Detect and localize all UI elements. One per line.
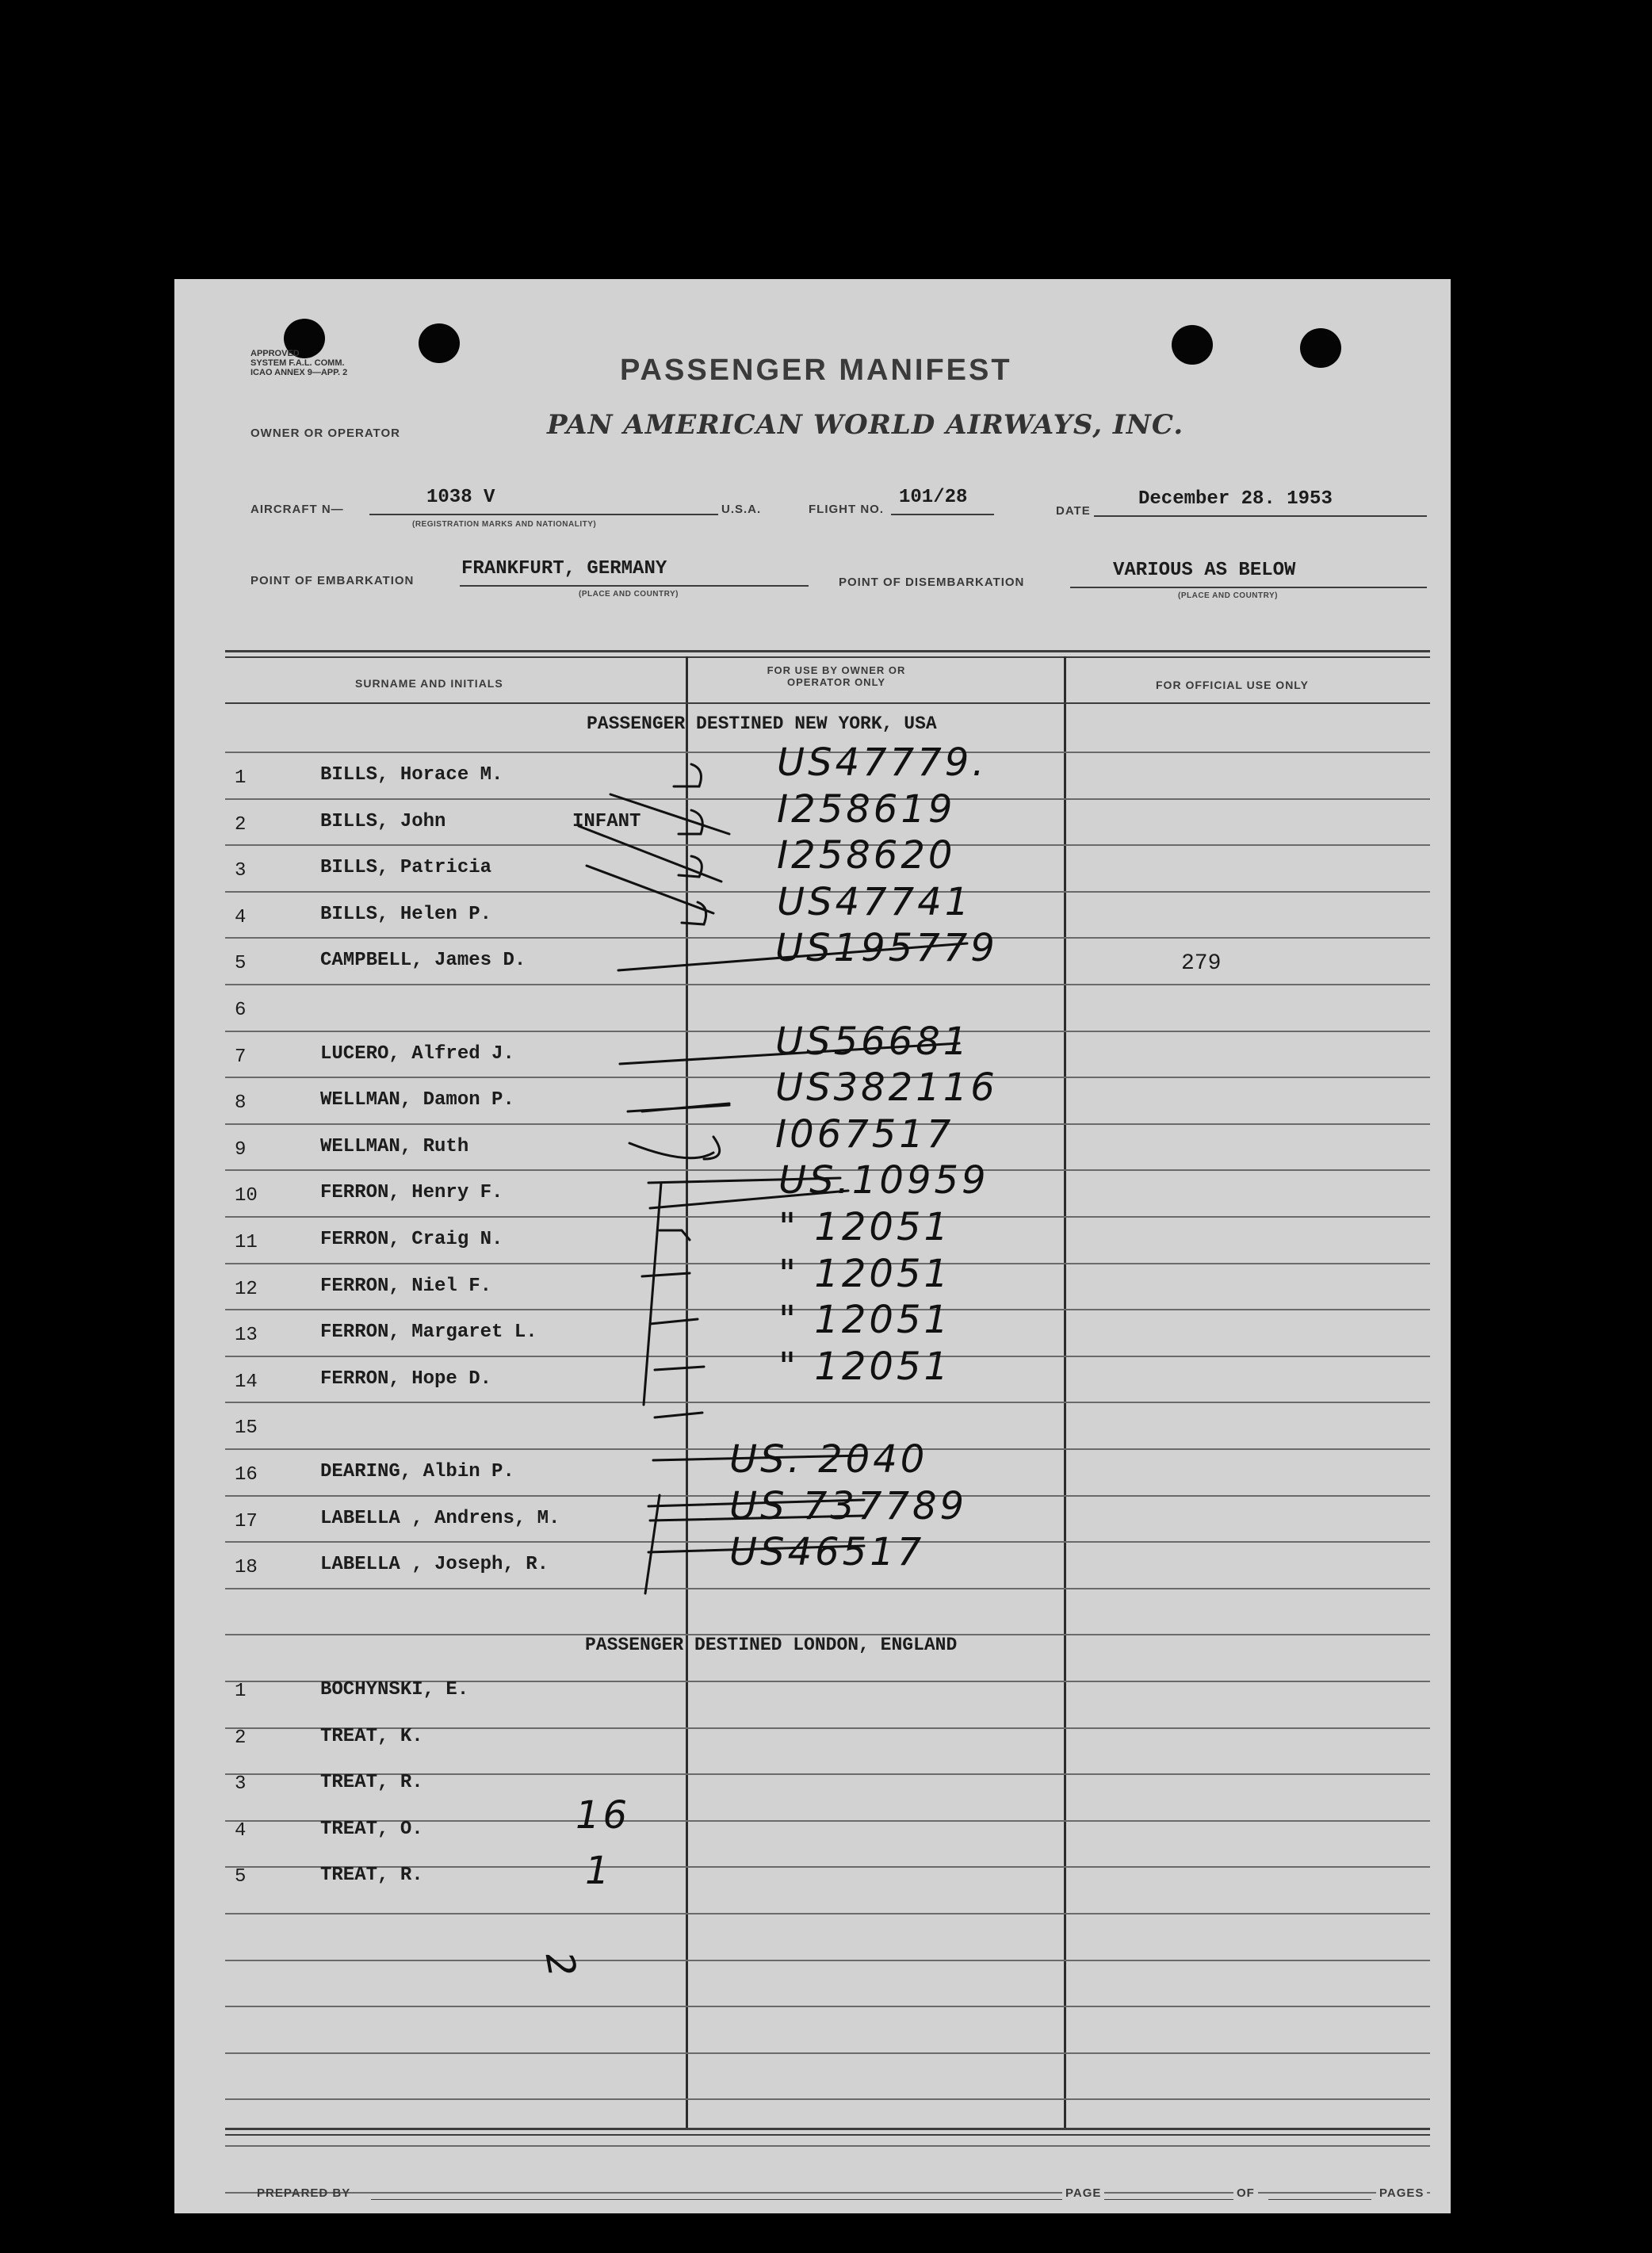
document-number: US47779.	[777, 740, 988, 785]
passenger-name: DEARING, Albin P.	[320, 1461, 514, 1482]
page-title: PASSENGER MANIFEST	[620, 354, 1012, 387]
passenger-name: BILLS, Horace M.	[320, 764, 503, 786]
row-number: 17	[235, 1511, 258, 1532]
passenger-name: TREAT, R.	[320, 1865, 423, 1886]
section-heading-london: PASSENGER DESTINED LONDON, ENGLAND	[585, 1635, 958, 1655]
of-label: OF	[1233, 2186, 1258, 2200]
usa-label: U.S.A.	[721, 503, 762, 516]
passenger-name: WELLMAN, Damon P.	[320, 1089, 514, 1111]
row-number: 5	[235, 953, 247, 974]
passenger-name: BILLS, Patricia	[320, 857, 492, 878]
row-number: 9	[235, 1139, 247, 1161]
row-number: 6	[235, 1000, 247, 1021]
document-number: US46517	[729, 1530, 925, 1574]
owner-value: PAN AMERICAN WORLD AIRWAYS, INC.	[547, 409, 1184, 441]
aircraft-sub: (REGISTRATION MARKS AND NATIONALITY)	[412, 520, 597, 529]
passenger-name: FERRON, Hope D.	[320, 1368, 492, 1390]
document-number: US47741	[777, 880, 973, 924]
row-number: 10	[235, 1185, 258, 1207]
document-number: I258619	[777, 787, 956, 832]
passenger-name: TREAT, K.	[320, 1726, 423, 1747]
document-number: US382116	[775, 1065, 998, 1110]
passenger-name: CAMPBELL, James D.	[320, 950, 526, 971]
document-number: US.10959	[778, 1158, 989, 1203]
passenger-name: FERRON, Craig N.	[320, 1229, 503, 1250]
document-number: US56681	[775, 1019, 971, 1064]
document-number: " 12051	[778, 1345, 952, 1389]
row-number: 16	[235, 1464, 258, 1486]
flight-value: 101/28	[899, 487, 968, 508]
row-number: 2	[235, 814, 247, 836]
margin-note: 16	[576, 1793, 631, 1838]
row-number: 5	[235, 1866, 247, 1888]
row-number: 3	[235, 1773, 247, 1795]
document-number: I258620	[777, 833, 956, 878]
row-number: 4	[235, 907, 247, 928]
margin-note: 2	[536, 1949, 585, 1983]
aircraft-value: 1038 V	[426, 487, 495, 508]
row-number: 8	[235, 1092, 247, 1114]
row-number: 14	[235, 1371, 258, 1393]
row-number: 18	[235, 1557, 258, 1578]
passenger-note: INFANT	[572, 811, 641, 832]
row-number: 15	[235, 1417, 258, 1439]
col-official-header: FOR OFFICIAL USE ONLY	[1156, 679, 1309, 691]
date-value: December 28. 1953	[1138, 488, 1333, 510]
section-heading-new-york: PASSENGER DESTINED NEW YORK, USA	[587, 713, 937, 734]
passenger-name: TREAT, R.	[320, 1772, 423, 1793]
disembarkation-label: POINT OF DISEMBARKATION	[839, 576, 1025, 589]
passenger-name: TREAT, O.	[320, 1819, 423, 1840]
passenger-name: LABELLA , Joseph, R.	[320, 1554, 549, 1575]
embarkation-value: FRANKFURT, GERMANY	[461, 558, 667, 580]
document-number: US195779	[775, 926, 998, 970]
row-number: 11	[235, 1232, 258, 1253]
row-number: 2	[235, 1727, 247, 1749]
row-number: 12	[235, 1279, 258, 1300]
disembarkation-value: VARIOUS AS BELOW	[1113, 560, 1296, 581]
aircraft-label: AIRCRAFT N—	[250, 503, 344, 516]
disembarkation-sub: (PLACE AND COUNTRY)	[1178, 591, 1278, 600]
document-number: I067517	[775, 1112, 954, 1157]
manifest-sheet	[174, 279, 1451, 2213]
passenger-name: BILLS, John	[320, 811, 446, 832]
passenger-name: BOCHYNSKI, E.	[320, 1679, 469, 1700]
prepared-by-label: PREPARED BY	[257, 2186, 351, 2200]
passenger-name: FERRON, Margaret L.	[320, 1322, 537, 1343]
row-number: 3	[235, 860, 247, 882]
document-number: " 12051	[778, 1298, 952, 1342]
row-number: 1	[235, 1681, 247, 1702]
document-number: US 737789	[729, 1484, 968, 1528]
passenger-name: LUCERO, Alfred J.	[320, 1043, 514, 1065]
owner-label: OWNER OR OPERATOR	[250, 427, 400, 440]
row-number: 7	[235, 1046, 247, 1068]
embarkation-label: POINT OF EMBARKATION	[250, 574, 415, 587]
passenger-name: BILLS, Helen P.	[320, 904, 492, 925]
margin-note: 1	[585, 1849, 613, 1893]
passenger-name: WELLMAN, Ruth	[320, 1136, 469, 1157]
pages-label: PAGES	[1376, 2186, 1427, 2200]
document-number: " 12051	[778, 1252, 952, 1296]
row-number: 1	[235, 767, 247, 789]
col-surname-header: SURNAME AND INITIALS	[355, 677, 503, 690]
page-label: PAGE	[1062, 2186, 1104, 2200]
passenger-name: FERRON, Niel F.	[320, 1276, 492, 1297]
official-entry: 279	[1181, 951, 1222, 976]
date-label: DATE	[1056, 504, 1091, 518]
flight-label: FLIGHT NO.	[809, 503, 884, 516]
passenger-name: LABELLA , Andrens, M.	[320, 1508, 560, 1529]
passenger-name: FERRON, Henry F.	[320, 1182, 503, 1203]
document-number: " 12051	[778, 1205, 952, 1249]
approval-note: APPROVED SYSTEM F.A.L. COMM. ICAO ANNEX 9—APP. 2	[250, 349, 348, 377]
embarkation-sub: (PLACE AND COUNTRY)	[579, 590, 679, 599]
document-number: US. 2040	[729, 1437, 928, 1482]
row-number: 13	[235, 1325, 258, 1346]
col-operator-header: FOR USE BY OWNER OR OPERATOR ONLY	[767, 664, 906, 688]
row-number: 4	[235, 1820, 247, 1842]
